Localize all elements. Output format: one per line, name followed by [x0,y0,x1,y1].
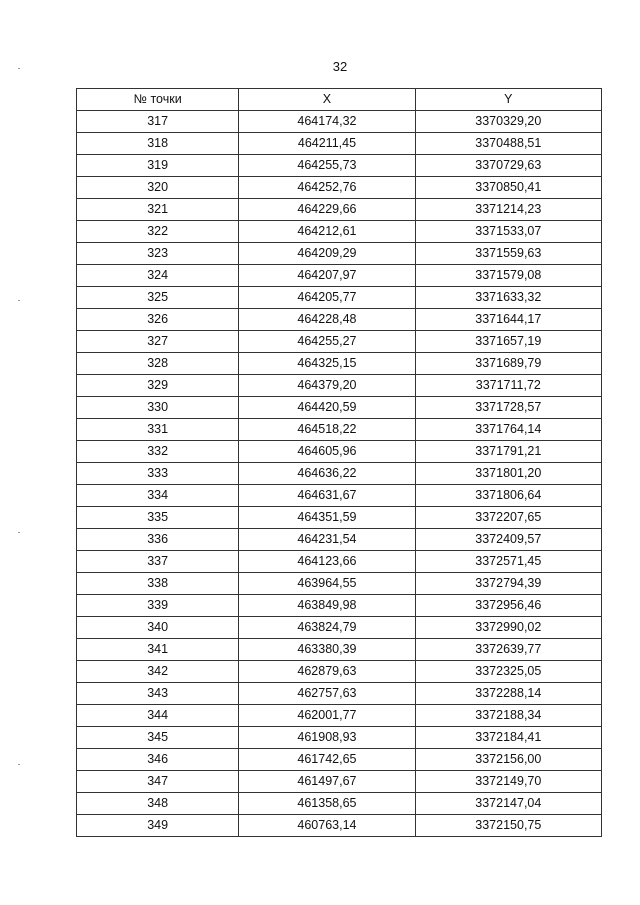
cell-x: 464518,22 [239,419,415,441]
cell-x: 460763,14 [239,815,415,837]
header-point-number: № точки [77,89,239,111]
cell-point-number: 349 [77,815,239,837]
cell-point-number: 329 [77,375,239,397]
table-row [77,331,602,353]
cell-x: 464379,20 [239,375,415,397]
margin-mark [18,764,20,765]
cell-y: 3371764,14 [415,419,601,441]
cell-x: 464229,66 [239,199,415,221]
cell-y: 3372184,41 [415,727,601,749]
header-x: X [239,89,415,111]
cell-point-number: 340 [77,617,239,639]
cell-x: 464207,97 [239,265,415,287]
table-row [77,375,602,397]
cell-point-number: 345 [77,727,239,749]
cell-point-number: 326 [77,309,239,331]
cell-point-number: 324 [77,265,239,287]
cell-point-number: 323 [77,243,239,265]
table-header [77,89,602,111]
cell-x: 462879,63 [239,661,415,683]
cell-y: 3371579,08 [415,265,601,287]
table-row [77,727,602,749]
table-row [77,111,602,133]
table-row [77,551,602,573]
cell-y: 3371533,07 [415,221,601,243]
margin-mark [18,68,20,69]
cell-y: 3370488,51 [415,133,601,155]
header-y: Y [415,89,601,111]
cell-y: 3371657,19 [415,331,601,353]
cell-point-number: 321 [77,199,239,221]
cell-x: 463380,39 [239,639,415,661]
table-row [77,793,602,815]
cell-y: 3371559,63 [415,243,601,265]
cell-y: 3371791,21 [415,441,601,463]
cell-point-number: 318 [77,133,239,155]
cell-x: 464420,59 [239,397,415,419]
cell-x: 461358,65 [239,793,415,815]
cell-y: 3372149,70 [415,771,601,793]
table-row [77,199,602,221]
cell-point-number: 348 [77,793,239,815]
cell-x: 464228,48 [239,309,415,331]
cell-point-number: 328 [77,353,239,375]
cell-x: 464212,61 [239,221,415,243]
cell-y: 3371633,32 [415,287,601,309]
cell-point-number: 327 [77,331,239,353]
cell-y: 3371214,23 [415,199,601,221]
table-row [77,595,602,617]
cell-point-number: 337 [77,551,239,573]
table-row [77,771,602,793]
coordinates-table [76,88,602,837]
table-row [77,573,602,595]
cell-y: 3372409,57 [415,529,601,551]
cell-y: 3371806,64 [415,485,601,507]
table-row [77,507,602,529]
cell-y: 3372288,14 [415,683,601,705]
table-row [77,683,602,705]
cell-y: 3371689,79 [415,353,601,375]
cell-y: 3372150,75 [415,815,601,837]
cell-point-number: 331 [77,419,239,441]
cell-x: 464205,77 [239,287,415,309]
cell-x: 463849,98 [239,595,415,617]
margin-mark [18,300,20,301]
cell-point-number: 330 [77,397,239,419]
header-row [77,89,602,111]
cell-y: 3372325,05 [415,661,601,683]
cell-x: 461908,93 [239,727,415,749]
cell-y: 3370850,41 [415,177,601,199]
cell-y: 3372794,39 [415,573,601,595]
table-row [77,463,602,485]
cell-y: 3371644,17 [415,309,601,331]
cell-x: 464325,15 [239,353,415,375]
table-row [77,353,602,375]
cell-y: 3372207,65 [415,507,601,529]
table-row [77,485,602,507]
table-row [77,155,602,177]
cell-y: 3372571,45 [415,551,601,573]
cell-point-number: 325 [77,287,239,309]
cell-point-number: 344 [77,705,239,727]
table-row [77,749,602,771]
cell-x: 464255,73 [239,155,415,177]
table-body [77,111,602,837]
table-row [77,529,602,551]
cell-x: 464255,27 [239,331,415,353]
cell-point-number: 335 [77,507,239,529]
table-row [77,177,602,199]
margin-mark [18,532,20,533]
cell-point-number: 338 [77,573,239,595]
table-row [77,287,602,309]
table-row [77,661,602,683]
cell-x: 464631,67 [239,485,415,507]
table-row [77,397,602,419]
cell-point-number: 334 [77,485,239,507]
cell-x: 464211,45 [239,133,415,155]
cell-x: 464209,29 [239,243,415,265]
cell-x: 464252,76 [239,177,415,199]
table-row [77,309,602,331]
table-row [77,705,602,727]
cell-x: 462001,77 [239,705,415,727]
cell-point-number: 332 [77,441,239,463]
cell-point-number: 339 [77,595,239,617]
cell-x: 462757,63 [239,683,415,705]
cell-x: 464351,59 [239,507,415,529]
table-row [77,221,602,243]
cell-point-number: 347 [77,771,239,793]
cell-point-number: 343 [77,683,239,705]
table-row [77,243,602,265]
cell-point-number: 342 [77,661,239,683]
table-row [77,441,602,463]
cell-x: 463964,55 [239,573,415,595]
cell-y: 3371801,20 [415,463,601,485]
table-row [77,639,602,661]
cell-y: 3371711,72 [415,375,601,397]
cell-x: 464636,22 [239,463,415,485]
cell-point-number: 322 [77,221,239,243]
table-row [77,419,602,441]
cell-point-number: 319 [77,155,239,177]
table-row [77,815,602,837]
cell-y: 3372188,34 [415,705,601,727]
cell-point-number: 336 [77,529,239,551]
cell-x: 461497,67 [239,771,415,793]
cell-x: 464174,32 [239,111,415,133]
cell-point-number: 346 [77,749,239,771]
table-row [77,265,602,287]
cell-y: 3371728,57 [415,397,601,419]
cell-y: 3372990,02 [415,617,601,639]
cell-y: 3372639,77 [415,639,601,661]
cell-point-number: 333 [77,463,239,485]
cell-y: 3372156,00 [415,749,601,771]
cell-y: 3372147,04 [415,793,601,815]
cell-x: 461742,65 [239,749,415,771]
cell-x: 464231,54 [239,529,415,551]
cell-y: 3370329,20 [415,111,601,133]
cell-point-number: 320 [77,177,239,199]
cell-point-number: 341 [77,639,239,661]
page-number: 32 [332,59,348,74]
cell-x: 463824,79 [239,617,415,639]
cell-point-number: 317 [77,111,239,133]
cell-y: 3370729,63 [415,155,601,177]
cell-y: 3372956,46 [415,595,601,617]
cell-x: 464123,66 [239,551,415,573]
cell-x: 464605,96 [239,441,415,463]
table-row [77,133,602,155]
table-row [77,617,602,639]
